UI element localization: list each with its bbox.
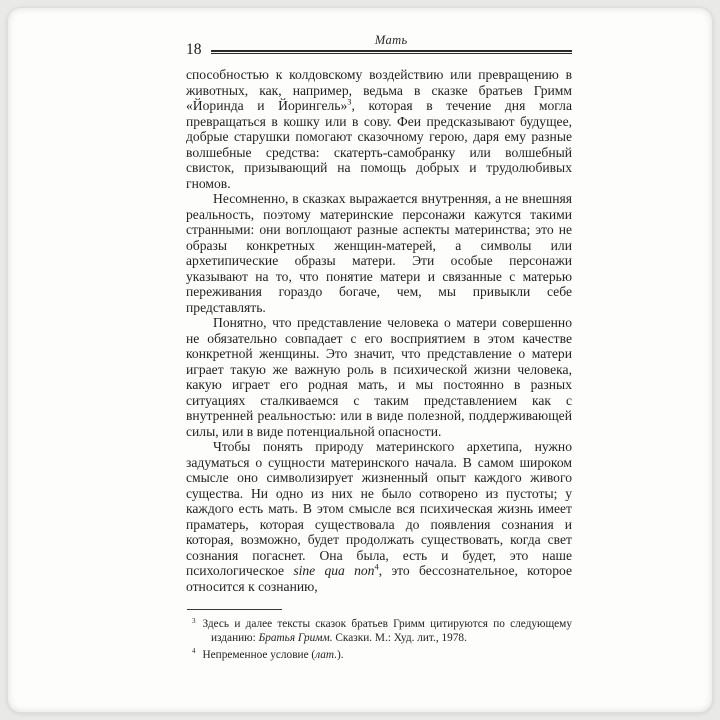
italic-text: sine qua non	[293, 563, 375, 579]
body-text	[186, 67, 572, 594]
text-run: способностью к колдовскому воздействию или превращению в животных, как, например, ведьма в сказке братьев Гримм «Йоринда и Йорингель»	[186, 67, 572, 114]
footnote-separator	[187, 609, 282, 610]
footnote-reference: 3	[347, 96, 352, 107]
paragraph	[186, 439, 572, 594]
footnote-marker: 4	[192, 647, 196, 656]
footnote-reference: 4	[374, 561, 379, 572]
footnotes	[186, 618, 572, 662]
book-page	[7, 7, 713, 713]
footnote	[186, 618, 572, 646]
text-run: Непременное условие (	[202, 648, 316, 661]
paragraph	[186, 191, 572, 315]
header-rule	[211, 50, 573, 55]
text-run: ).	[337, 648, 344, 661]
text-run: Сказки. М.: Худ. лит., 1978.	[332, 632, 467, 645]
header-rule-thick	[211, 50, 573, 52]
page-header	[186, 33, 572, 58]
running-header: Мать	[374, 33, 408, 47]
footnote	[186, 649, 572, 663]
text-run: Чтобы понять природу материнского архетипа, нужно задуматься о сущности материнского начала. В самом широком смысле оно символизирует жизненный опыт каждого живого существа. Ни одно из них не было сотворено из пустоты; у каждого есть мать. В этом смысле вся психическая жизнь имеет праматерь, которая существовала до появления сознания и которая, возможно, будет продолжать существовать, когда свет сознания погаснет. Она была, есть и будет, это наше психологическое	[186, 439, 572, 579]
text-run: Здесь и далее тексты сказок братьев Гримм цитируются по следующему изданию:	[202, 618, 572, 645]
text-run: , которая в течение дня могла превращаться в кошку или в сову. Феи предсказывают будущее, добрые старушки помогают сказочному герою, даря ему разные волшебные средства: скатерть-самобранку или волшебный свисток, призывающий на помощь добрых и трудолюбивых гномов.	[186, 98, 572, 191]
header-rule-thin	[211, 53, 573, 54]
italic-text: лат.	[315, 648, 338, 661]
text-run: , это бессознательное, которое относится к сознанию,	[186, 563, 572, 594]
page-number: 18	[186, 40, 202, 58]
header-center	[211, 34, 573, 54]
text-run: Несомненно, в сказках выражается внутренняя, а не внешняя реальность, поэтому материнские персонажи кажутся такими странными: они воплощают разные аспекты материнства; это не образы конкретных женщин-матерей, а символы или архетипические образы матери. Эти особые персонажи указывают на то, что понятие матери и связанные с матерью переживания гораздо богаче, чем, мы привыкли себе представлять.	[186, 191, 572, 315]
italic-text: Братья Гримм.	[258, 632, 333, 645]
text-run: Понятно, что представление человека о матери совершенно не обязательно совпадает с его восприятием в этом качестве конкретной женщины. Это значит, что представление о матери играет такую же важную роль в психической жизни человека, какую играет его родная мать, и мы постоянно в разных ситуациях сталкиваемся с таким представлением как с внутренней реальностью: или в виде полезной, поддерживающей силы, или в виде потенциальной опасности.	[186, 315, 572, 439]
paragraph	[186, 315, 572, 439]
footnote-marker: 3	[192, 616, 196, 625]
paragraph	[186, 67, 572, 191]
